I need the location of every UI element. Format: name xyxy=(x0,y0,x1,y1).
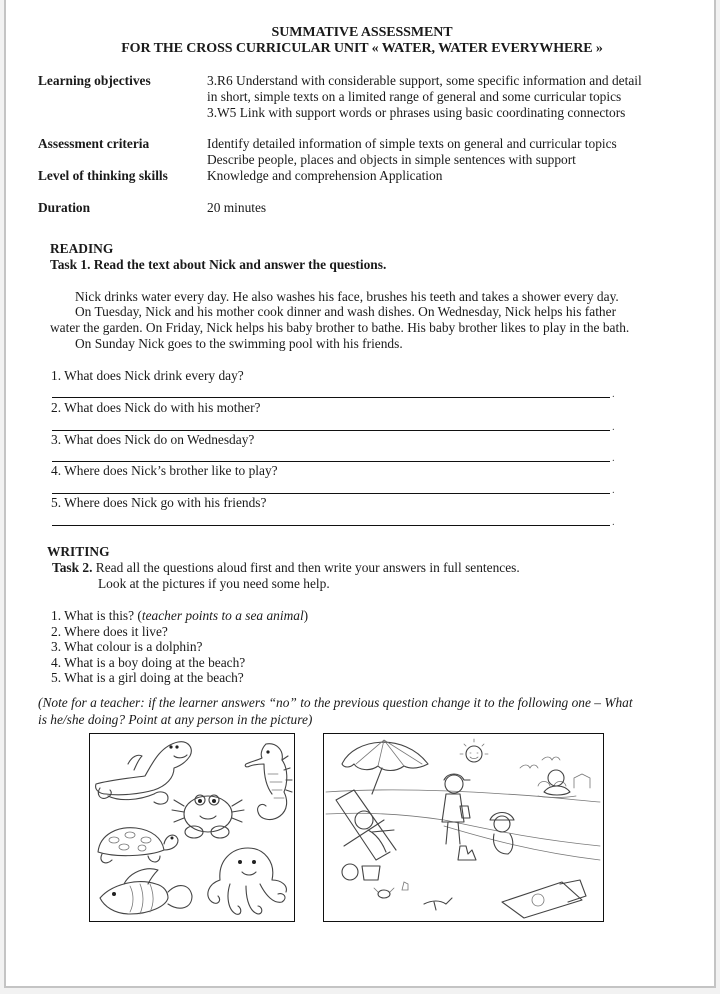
assessment-criteria-label: Assessment criteria xyxy=(38,136,150,151)
bird-icon xyxy=(520,765,538,768)
beach-scene-picture xyxy=(323,733,604,922)
answer-line-2[interactable] xyxy=(52,430,610,431)
writing-question: 2. Where does it live? xyxy=(51,624,168,639)
basket-icon xyxy=(362,866,380,880)
fish-icon xyxy=(100,869,192,914)
passage-line: water the garden. On Friday, Nick helps his baby brother to bathe. His baby brother likes to play in the bath. xyxy=(50,320,630,335)
ball-icon xyxy=(342,864,358,880)
learning-objective-line: in short, simple texts on a limited range of general and some curricular topics xyxy=(207,89,622,104)
answer-line-end: . xyxy=(612,421,615,433)
child-sandcastle-icon xyxy=(458,813,514,861)
seagull-icon xyxy=(424,898,452,910)
octopus-icon xyxy=(208,848,287,914)
passage-line: On Sunday Nick goes to the swimming pool with his friends. xyxy=(75,336,403,351)
bird-icon xyxy=(542,757,560,760)
writing-question-1-suffix: ) xyxy=(303,608,309,623)
reading-question: 5. Where does Nick go with his friends? xyxy=(51,495,267,510)
duration-value: 20 minutes xyxy=(207,200,267,215)
seahorse-icon xyxy=(245,744,292,820)
umbrella-icon xyxy=(342,740,428,794)
answer-line-4[interactable] xyxy=(52,493,610,494)
thinking-skills-value: Knowledge and comprehension Application xyxy=(207,168,443,183)
answer-line-1[interactable] xyxy=(52,397,610,398)
writing-task xyxy=(52,560,520,576)
sandcastle-icon xyxy=(458,846,476,860)
thinking-skills-label: Level of thinking skills xyxy=(38,168,168,183)
learning-objective-line: 3.W5 Link with support words or phrases using basic coordinating connectors xyxy=(207,105,626,120)
assessment-criteria-line: Identify detailed information of simple texts on general and curricular topics xyxy=(207,136,617,151)
deck-chair-icon xyxy=(336,790,396,860)
writing-task-text: Read all the questions aloud first and then write your answers in full sentences. xyxy=(92,560,520,575)
crab-small-icon xyxy=(374,888,394,898)
worksheet-page xyxy=(4,0,716,988)
reading-task: Task 1. Read the text about Nick and answer the questions. xyxy=(50,257,387,272)
assessment-criteria-line: Describe people, places and objects in simple sentences with support xyxy=(207,152,576,167)
sea-animals-picture xyxy=(89,733,295,922)
answer-line-end: . xyxy=(612,388,615,400)
writing-question-1-hint: teacher points to a sea animal xyxy=(141,608,304,623)
writing-question-1-prefix: 1. What is this? ( xyxy=(51,608,142,623)
answer-line-5[interactable] xyxy=(52,525,610,526)
reading-question: 2. What does Nick do with his mother? xyxy=(51,400,261,415)
writing-question: 4. What is a boy doing at the beach? xyxy=(51,655,246,670)
writing-question xyxy=(51,608,308,624)
reading-question: 1. What does Nick drink every day? xyxy=(51,368,244,383)
writing-question: 5. What is a girl doing at the beach? xyxy=(51,670,244,685)
page-title: SUMMATIVE ASSESSMENT xyxy=(271,25,453,40)
answer-line-3[interactable] xyxy=(52,461,610,462)
passage-line: On Tuesday, Nick and his mother cook dinner and wash dishes. On Wednesday, Nick helps his father xyxy=(75,304,617,319)
crab-icon xyxy=(172,795,244,838)
answer-line-end: . xyxy=(612,484,615,496)
page-subtitle: FOR THE CROSS CURRICULAR UNIT « WATER, WATER EVERYWHERE » xyxy=(121,41,603,56)
bottle-icon xyxy=(402,882,408,890)
reading-question: 3. What does Nick do on Wednesday? xyxy=(51,432,255,447)
learning-objective-line: 3.R6 Understand with considerable support, some specific information and detail xyxy=(207,73,642,88)
reading-question: 4. Where does Nick’s brother like to play? xyxy=(51,463,278,478)
answer-line-end: . xyxy=(612,452,615,464)
reading-heading: READING xyxy=(50,241,114,256)
writing-heading: WRITING xyxy=(47,544,110,559)
learning-objectives-label: Learning objectives xyxy=(38,73,151,88)
teacher-note: is he/she doing? Point at any person in the picture) xyxy=(38,712,313,727)
writing-question: 3. What colour is a dolphin? xyxy=(51,639,203,654)
girl-swimming-icon xyxy=(538,770,576,798)
answer-line-end: . xyxy=(612,516,615,528)
dolphin-icon xyxy=(96,742,192,804)
towel-icon xyxy=(502,880,586,918)
duration-label: Duration xyxy=(38,200,91,215)
teacher-note: (Note for a teacher: if the learner answers “no” to the previous question change it to the following one – What xyxy=(38,695,633,710)
sun-icon xyxy=(460,739,488,762)
writing-task-label: Task 2. xyxy=(52,560,93,575)
turtle-icon xyxy=(98,828,178,863)
boy-with-bucket-icon xyxy=(442,774,470,844)
passage-line: Nick drinks water every day. He also washes his face, brushes his teeth and takes a shower every day. xyxy=(75,289,619,304)
writing-task-line2: Look at the pictures if you need some help. xyxy=(98,576,330,591)
